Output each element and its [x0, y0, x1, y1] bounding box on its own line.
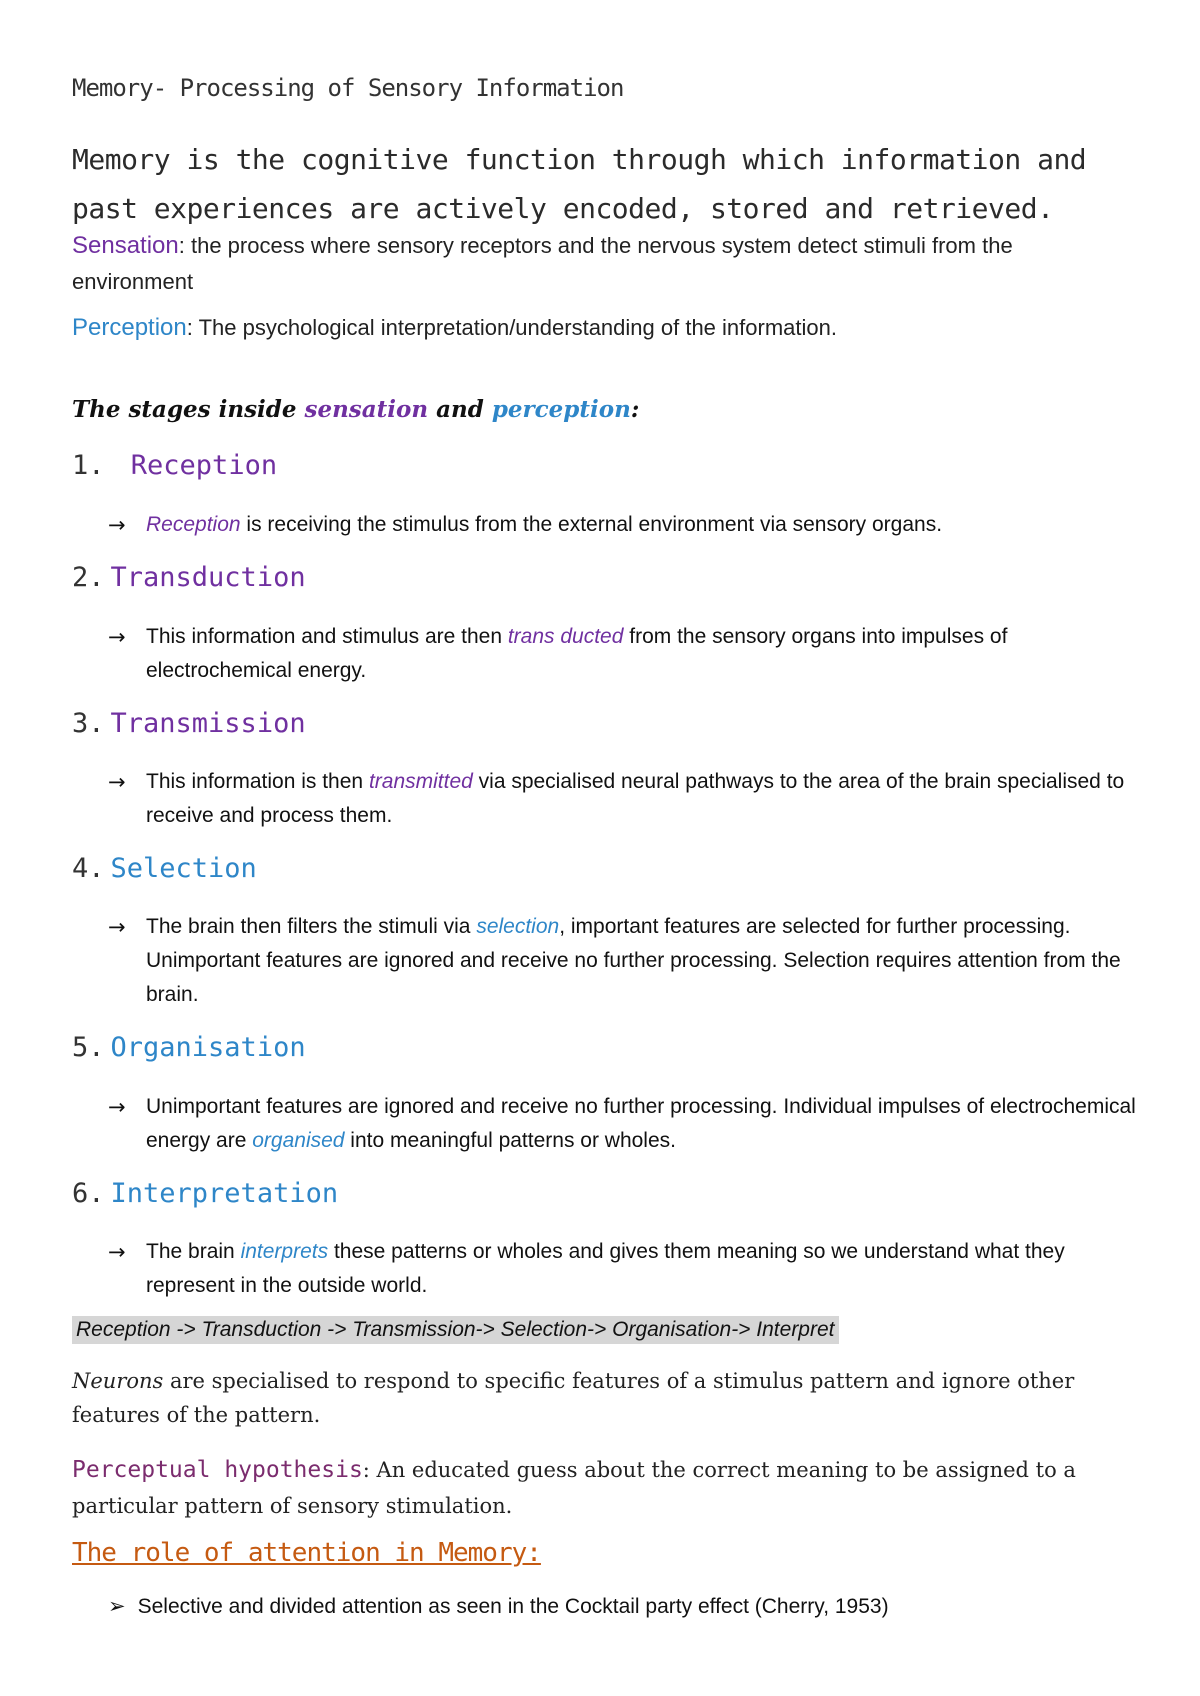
- keyword-selection: selection: [476, 915, 560, 938]
- arrow-icon: →: [108, 1095, 126, 1119]
- arrow-icon: →: [108, 1240, 126, 1264]
- step-number: 5.: [72, 1032, 105, 1063]
- step-organisation-description: [108, 1090, 1138, 1158]
- neurons-term: Neurons: [72, 1369, 164, 1393]
- sensation-definition: [72, 228, 1132, 300]
- step-transmission-heading: [72, 708, 306, 739]
- step-number: 6.: [72, 1178, 105, 1209]
- arrow-icon: →: [108, 915, 126, 939]
- stages-summary: Reception -> Transduction -> Transmission-> Selection-> Organisation-> Interpret: [72, 1316, 839, 1344]
- attention-item-text: Selective and divided attention as seen in the Cocktail party effect (Cherry, 1953): [137, 1595, 889, 1618]
- desc-post: , important features are selected for further processing. Unimportant features are ignored and receive no further processing. Selection requires attention from the brain.: [146, 915, 1121, 1006]
- arrowhead-bullet-icon: ➢: [108, 1594, 126, 1618]
- arrow-icon: →: [108, 625, 126, 649]
- desc-pre: This information is then: [146, 770, 369, 793]
- keyword-interprets: interprets: [240, 1240, 329, 1263]
- step-reception-description: [108, 508, 1138, 542]
- desc-post: these patterns or wholes and gives them meaning so we understand what they represent in the outside world.: [146, 1240, 1065, 1297]
- neurons-paragraph: [72, 1364, 1132, 1432]
- perception-term: Perception: [72, 314, 187, 341]
- sensation-text: : the process where sensory receptors and the nervous system detect stimuli from the environment: [72, 233, 1013, 294]
- memory-definition: Memory is the cognitive function through which information and past experiences are actively encoded, stored and retrieved.: [72, 143, 1087, 225]
- step-name: Selection: [110, 853, 257, 884]
- desc-post: into meaningful patterns or wholes.: [344, 1129, 676, 1152]
- step-name: Organisation: [110, 1032, 306, 1063]
- perceptual-hypothesis-term: Perceptual hypothesis: [72, 1457, 363, 1483]
- perception-definition: [72, 310, 1132, 346]
- attention-heading: The role of attention in Memory:: [72, 1538, 541, 1568]
- desc-post: is receiving the stimulus from the external environment via sensory organs.: [240, 513, 943, 536]
- step-reception-heading: [72, 450, 277, 481]
- step-name: Transduction: [110, 562, 306, 593]
- arrow-icon: →: [108, 513, 126, 537]
- step-transduction-heading: [72, 562, 306, 593]
- desc-post: via specialised neural pathways to the area of the brain specialised to receive and process them.: [146, 770, 1125, 827]
- step-transmission-description: [108, 765, 1138, 833]
- perceptual-hypothesis-paragraph: [72, 1452, 1132, 1524]
- keyword-reception: Reception: [146, 513, 241, 536]
- step-interpretation-heading: [72, 1178, 338, 1209]
- step-number: 1.: [72, 450, 105, 481]
- stages-heading-perception: perception: [491, 396, 631, 423]
- neurons-text: are specialised to respond to specific features of a stimulus pattern and ignore other features of the pattern.: [72, 1369, 1075, 1427]
- step-number: 3.: [72, 708, 105, 739]
- desc-pre: This information and stimulus are then: [146, 625, 508, 648]
- keyword-organised: organised: [252, 1129, 345, 1152]
- stages-heading-sensation: sensation: [304, 396, 429, 423]
- step-selection-description: [108, 910, 1138, 1012]
- step-number: 4.: [72, 853, 105, 884]
- perceptual-hypothesis-text: : An educated guess about the correct meaning to be assigned to a particular pattern of sensory stimulation.: [72, 1458, 1076, 1518]
- desc-post: from the sensory organs into impulses of electrochemical energy.: [146, 625, 1008, 682]
- arrow-icon: →: [108, 770, 126, 794]
- stages-heading: [72, 396, 639, 423]
- desc-pre: The brain: [146, 1240, 241, 1263]
- step-name: Transmission: [110, 708, 306, 739]
- step-name: Interpretation: [110, 1178, 339, 1209]
- sensation-term: Sensation: [72, 232, 179, 259]
- attention-list-item: [108, 1594, 889, 1619]
- stages-heading-prefix: The stages inside: [72, 396, 305, 423]
- step-organisation-heading: [72, 1032, 306, 1063]
- step-transduction-description: [108, 620, 1138, 688]
- stages-heading-suffix: :: [630, 396, 640, 423]
- step-number: 2.: [72, 562, 105, 593]
- step-interpretation-description: [108, 1235, 1138, 1303]
- page-title: Memory- Processing of Sensory Information: [72, 74, 624, 102]
- desc-pre: Unimportant features are ignored and receive no further processing. Individual impulses of electrochemical energy are: [146, 1095, 1136, 1152]
- keyword-transmitted: transmitted: [368, 770, 473, 793]
- perception-text: : The psychological interpretation/understanding of the information.: [186, 315, 837, 340]
- keyword-transducted: trans ducted: [507, 625, 624, 648]
- step-selection-heading: [72, 853, 257, 884]
- desc-pre: The brain then filters the stimuli via: [146, 915, 477, 938]
- stages-heading-and: and: [428, 396, 492, 423]
- step-name: Reception: [130, 450, 278, 481]
